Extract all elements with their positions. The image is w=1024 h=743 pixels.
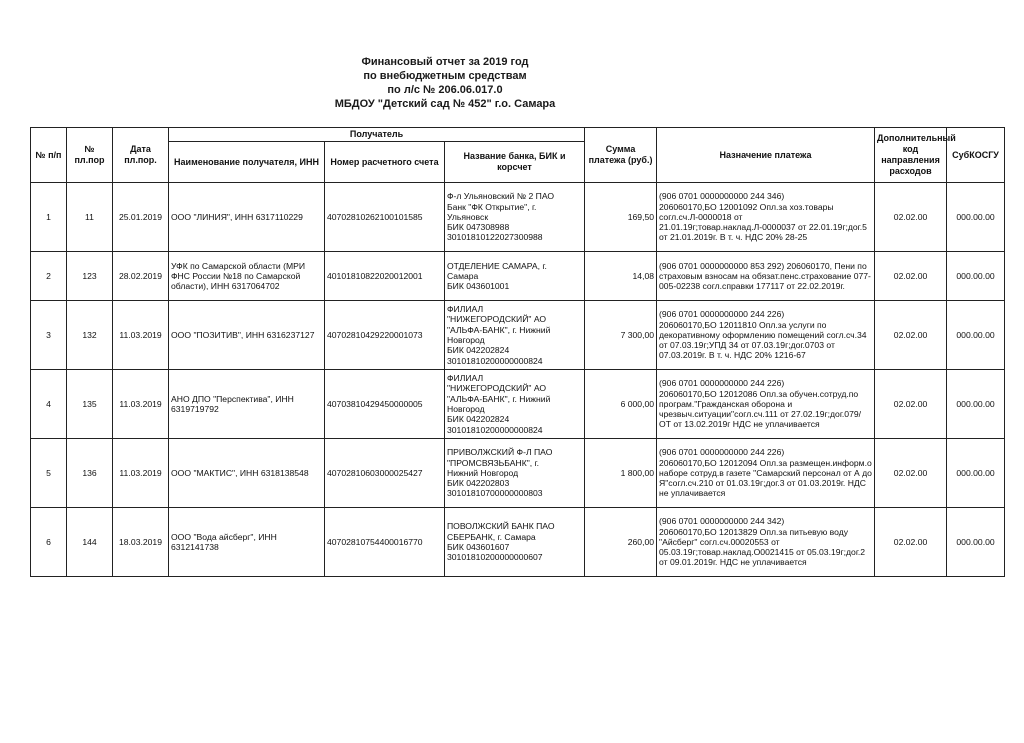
cell-extra-code: 02.02.00	[875, 301, 947, 370]
cell-account: 40702810754400016770	[325, 508, 445, 577]
cell-doc-num: 123	[67, 252, 113, 301]
cell-kosgu: 000.00.00	[947, 183, 1005, 252]
cell-recipient: АНО ДПО "Перспектива", ИНН 6319719792	[169, 370, 325, 439]
cell-account: 40101810822020012001	[325, 252, 445, 301]
title-line: Финансовый отчет за 2019 год	[361, 56, 529, 68]
cell-doc-num: 144	[67, 508, 113, 577]
cell-recipient: ООО "Вода айсберг", ИНН 6312141738	[169, 508, 325, 577]
cell-account: 40702810262100101585	[325, 183, 445, 252]
cell-sum: 14,08	[585, 252, 657, 301]
header-doc-num: № пл.пор	[67, 128, 113, 183]
cell-recipient: ООО "ПОЗИТИВ", ИНН 6316237127	[169, 301, 325, 370]
cell-sum: 7 300,00	[585, 301, 657, 370]
cell-bank: ОТДЕЛЕНИЕ САМАРА, г. Самара БИК 043601001	[445, 252, 585, 301]
cell-bank: Ф-л Ульяновский № 2 ПАО Банк "ФК Открытие", г. Ульяновск БИК 047308988 30101810122027300988	[445, 183, 585, 252]
title-line: по л/с № 206.06.017.0	[387, 84, 503, 96]
cell-bank: ФИЛИАЛ "НИЖЕГОРОДСКИЙ" АО "АЛЬФА-БАНК", г. Нижний Новгород БИК 042202824 30101810200000000824	[445, 301, 585, 370]
header-recipient-name: Наименование получателя, ИНН	[169, 142, 325, 183]
cell-extra-code: 02.02.00	[875, 252, 947, 301]
header-purpose: Назначение платежа	[657, 128, 875, 183]
title-line: МБДОУ "Детский сад № 452" г.о. Самара	[334, 98, 556, 110]
payments-table	[30, 127, 1005, 577]
cell-kosgu: 000.00.00	[947, 252, 1005, 301]
cell-doc-num: 136	[67, 439, 113, 508]
header-kosgu: СубКОСГУ	[947, 128, 1005, 183]
cell-purpose: (906 0701 0000000000 244 342) 206060170,БО 12013829 Опл.за питьевую воду "Айсберг" согл.сч.00020553 от 05.03.19г;товар.наклад.О0021415 от 05.03.19г;дог.2 от 09.01.2019г. НДС не уплачивается	[657, 508, 875, 577]
header-sum: Сумма платежа (руб.)	[585, 128, 657, 183]
title-line: по внебюджетным средствам	[363, 70, 527, 82]
table-row	[31, 370, 1005, 439]
report-title	[250, 55, 640, 111]
cell-kosgu: 000.00.00	[947, 439, 1005, 508]
cell-num: 5	[31, 439, 67, 508]
cell-purpose: (906 0701 0000000000 853 292) 206060170, Пени по страховым взносам на обязат.пенс.страхование 077-005-02238 согл.справки 177117 от 22.02.2019г.	[657, 252, 875, 301]
cell-date: 11.03.2019	[113, 301, 169, 370]
cell-num: 4	[31, 370, 67, 439]
cell-bank: ФИЛИАЛ "НИЖЕГОРОДСКИЙ" АО "АЛЬФА-БАНК", г. Нижний Новгород БИК 042202824 30101810200000000824	[445, 370, 585, 439]
header-account: Номер расчетного счета	[325, 142, 445, 183]
cell-bank: ПОВОЛЖСКИЙ БАНК ПАО СБЕРБАНК, г. Самара БИК 043601607 30101810200000000607	[445, 508, 585, 577]
cell-recipient: ООО "МАКТИС", ИНН 6318138548	[169, 439, 325, 508]
cell-date: 11.03.2019	[113, 439, 169, 508]
cell-purpose: (906 0701 0000000000 244 226) 206060170,БО 12012094 Опл.за размещен.информ.о наборе сотруд.в газете "Самарский персонал от А до Я"согл.сч.210 от 01.03.19г;дог.3 от 01.03.2019г. НДС не уплачивается	[657, 439, 875, 508]
table-row	[31, 439, 1005, 508]
cell-doc-num: 132	[67, 301, 113, 370]
cell-kosgu: 000.00.00	[947, 370, 1005, 439]
table-row	[31, 508, 1005, 577]
cell-sum: 169,50	[585, 183, 657, 252]
cell-extra-code: 02.02.00	[875, 183, 947, 252]
cell-date: 28.02.2019	[113, 252, 169, 301]
cell-account: 40702810603000025427	[325, 439, 445, 508]
cell-account: 40703810429450000005	[325, 370, 445, 439]
cell-date: 11.03.2019	[113, 370, 169, 439]
cell-bank: ПРИВОЛЖСКИЙ Ф-Л ПАО "ПРОМСВЯЗЬБАНК", г. Нижний Новгород БИК 042202803 30101810700000000803	[445, 439, 585, 508]
cell-doc-num: 11	[67, 183, 113, 252]
header-bank: Название банка, БИК и корсчет	[445, 142, 585, 183]
cell-purpose: (906 0701 0000000000 244 226) 206060170,БО 12011810 Опл.за услуги по декоративному оформлению помещений согл.сч.34 от 07.03.19г;УПД 34 от 07.03.19г;дог.0703 от 07.03.2019г. В т. ч. НДС 20% 1216-67	[657, 301, 875, 370]
cell-recipient: УФК по Самарской области (МРИ ФНС России №18 по Самарской области), ИНН 6317064702	[169, 252, 325, 301]
cell-num: 6	[31, 508, 67, 577]
cell-recipient: ООО "ЛИНИЯ", ИНН 6317110229	[169, 183, 325, 252]
header-doc-date: Дата пл.пор.	[113, 128, 169, 183]
cell-sum: 260,00	[585, 508, 657, 577]
cell-num: 2	[31, 252, 67, 301]
header-num: № п/п	[31, 128, 67, 183]
table-row	[31, 183, 1005, 252]
cell-account: 40702810429220001073	[325, 301, 445, 370]
cell-date: 18.03.2019	[113, 508, 169, 577]
cell-kosgu: 000.00.00	[947, 508, 1005, 577]
header-recipient-group: Получатель	[169, 128, 585, 142]
table-row	[31, 301, 1005, 370]
table-row	[31, 252, 1005, 301]
cell-num: 3	[31, 301, 67, 370]
header-extra-code: Дополнительный код направления расходов	[875, 128, 947, 183]
cell-extra-code: 02.02.00	[875, 439, 947, 508]
cell-sum: 6 000,00	[585, 370, 657, 439]
cell-purpose: (906 0701 0000000000 244 346) 206060170,БО 12001092 Опл.за хоз.товары согл.сч.Л-0000018 от 21.01.19г;товар.наклад.Л-0000037 от 22.01.19г;дог.5 от 21.01.2019г. В т. ч. НДС 20% 28-25	[657, 183, 875, 252]
cell-num: 1	[31, 183, 67, 252]
cell-purpose: (906 0701 0000000000 244 226) 206060170,БО 12012086 Опл.за обучен.сотруд.по програм."Гражданская оборона и чрезвыч.ситуации"согл.сч.111 от 27.02.19г;дог.079/ОТ от 13.02.2019г НДС не уплачивается	[657, 370, 875, 439]
cell-date: 25.01.2019	[113, 183, 169, 252]
cell-doc-num: 135	[67, 370, 113, 439]
cell-extra-code: 02.02.00	[875, 370, 947, 439]
cell-kosgu: 000.00.00	[947, 301, 1005, 370]
cell-extra-code: 02.02.00	[875, 508, 947, 577]
cell-sum: 1 800,00	[585, 439, 657, 508]
